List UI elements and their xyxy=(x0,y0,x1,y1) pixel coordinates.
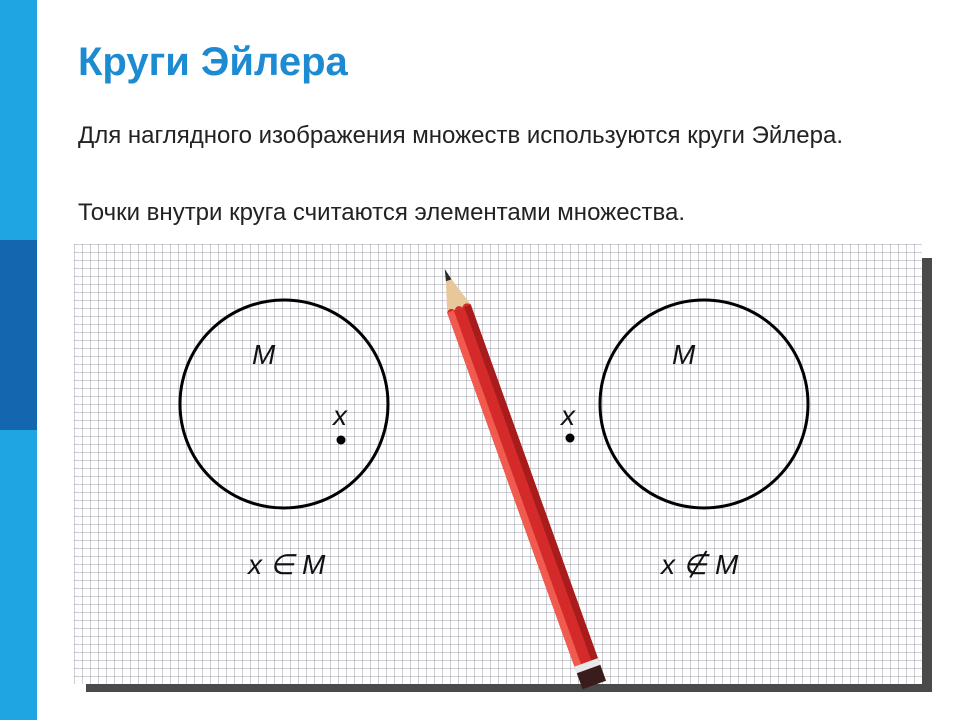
left-set-label: M xyxy=(252,339,276,370)
pencil-highlight xyxy=(447,310,582,670)
right-set-label: M xyxy=(672,339,696,370)
left-element-label: x xyxy=(333,400,347,431)
right-element-label: x xyxy=(561,400,575,431)
left-element-point xyxy=(337,436,346,445)
right-set-circle xyxy=(600,300,808,508)
slide-title: Круги Эйлера xyxy=(78,40,348,84)
right-element-point xyxy=(566,434,575,443)
left-relation-label: x ∈ M xyxy=(248,549,326,580)
pencil-shade xyxy=(464,304,599,664)
paragraph-euler-intro: Для наглядного изображения множеств используются круги Эйлера. xyxy=(78,122,843,149)
paragraph-points-inside: Точки внутри круга считаются элементами множества. xyxy=(78,199,686,226)
pencil-graphite-tip xyxy=(442,268,452,281)
left-set-circle xyxy=(180,300,388,508)
pencil-illustration xyxy=(433,265,606,689)
right-relation-label: x ∉ M xyxy=(661,549,739,580)
